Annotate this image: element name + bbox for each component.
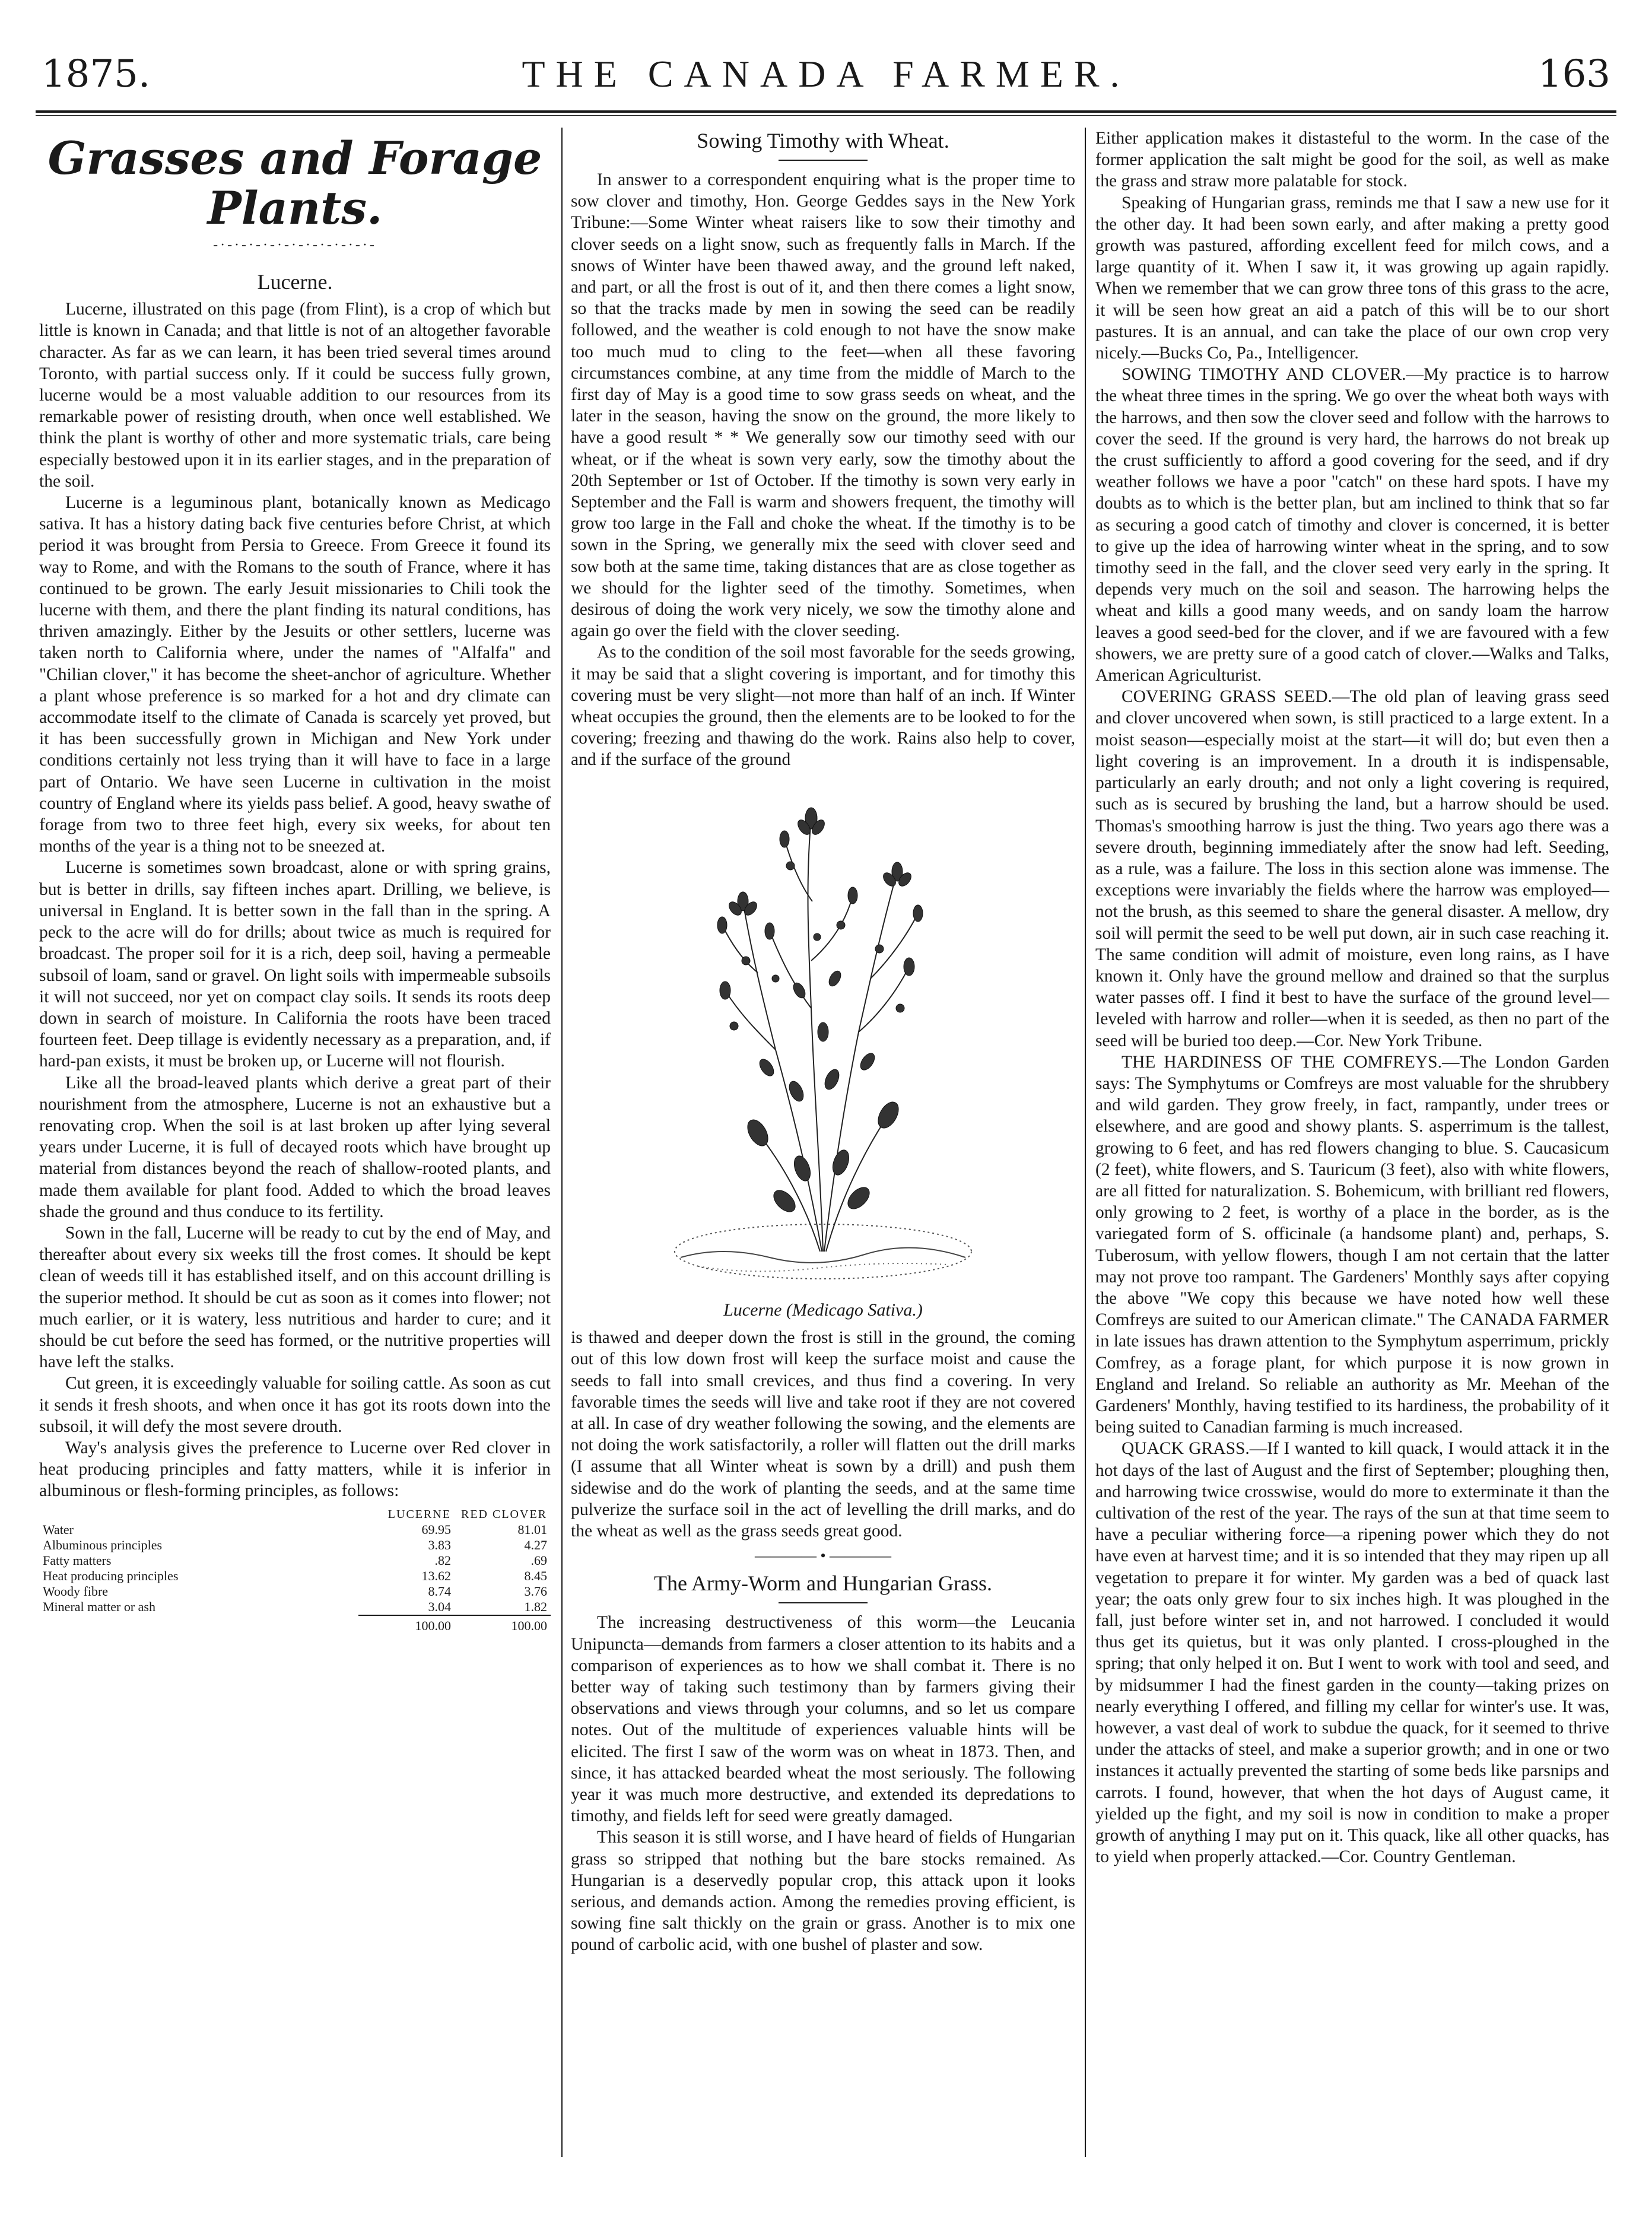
table-cell: Water [43, 1522, 74, 1537]
table-cell: 4.27 [524, 1537, 547, 1552]
page-number: 163 [1537, 52, 1610, 96]
column-divider-1 [561, 128, 563, 2157]
table-cell: Mineral matter or ash [43, 1599, 155, 1615]
table-cell: 3.83 [428, 1537, 451, 1552]
table-cell: 8.74 [428, 1583, 451, 1599]
table-cell: .82 [434, 1552, 451, 1568]
lucerne-plant-engraving [663, 783, 983, 1293]
year: 1875. [42, 52, 151, 96]
paragraph: Lucerne, illustrated on this page (from Flint), is a crop of which but little is known in Canada; and that little is not of an altogether favorable character. As far as we can learn, it has been tried several times around Toronto, with partial success only. If it could be success fully grown, lucerne would be a most valuable addition to our resources from its remarkable power of resisting drouth, when once well established. We think the plant is worthy of other and more systematic trials, care being especially bestowed upon it in its earlier stages, and in the preparation of the soil. [39, 300, 551, 491]
table-row [39, 1538, 551, 1553]
table-cell: 100.00 [358, 1615, 455, 1634]
table-header: RED CLOVER [461, 1507, 547, 1521]
paragraph: The increasing destructiveness of this worm—the Leucania Unipuncta—demands from farmers a closer attention to its habits and a comparison of experiences as to how we shall combat it. There is no better way of taking such testimony than by farmers giving their observations and views through your columns, and so let us compare notes. Out of the multitude of experiences valuable hints will be elicited. The first I saw of the worm was on wheat in 1873. Then, and since, it has attacked bearded wheat the most seriously. The following year it was much more destructive, and extended its depredations to timothy, and fields left for seed were greatly damaged. [571, 1613, 1075, 1826]
ornament-rule: -·-·-·-·-·-·-·-·-·-·-·- [213, 237, 377, 253]
table-row [39, 1522, 551, 1538]
table-cell: Woody fibre [43, 1583, 109, 1599]
paragraph: Like all the broad-leaved plants which derive a great part of their nourishment from the atmosphere, Lucerne is not an exhaustive but a renovating crop. When the soil is at last broken up after lying several years under Lucerne, it is full of decayed roots which have brought up material from distances beyond the reach of shallow-rooted plants, and made them available for plant food. Added to which the broad leaves shade the ground and thus conduce to its fertility. [39, 1073, 551, 1221]
section-separator: ———— • ———— [754, 1547, 892, 1565]
table-cell [39, 1615, 358, 1634]
paragraph: Speaking of Hungarian grass, reminds me that I saw a new use for it the other day. It had been sown early, and after making a pretty good growth was pastured, affording excellent feed for milch cows, and a large quantity of it. When I saw it, it was growing up again rapidly. When we remember that we can grow three tons of this grass to the acre, it will be seen how great an aid a patch of this will be to our short pastures. It is an annual, and can take the place of our own crop very nicely.—Bucks Co, Pa., Intelligencer. [1095, 193, 1609, 363]
table-cell: 81.01 [517, 1522, 547, 1537]
table-row [39, 1553, 551, 1568]
column-2 [571, 128, 1075, 1956]
paragraph: Lucerne is sometimes sown broadcast, alone or with spring grains, but is better in drills, say fifteen inches apart. Drilling, we believe, is universal in England. It is better sown in the fall than in the spring. A peck to the acre will do for drills; about twice as much is required for broadcast. The proper soil for it is a rich, deep soil, having a permeable subsoil of loam, sand or gravel. On light soils with impermeable subsoils it will not succeed, nor yet on compact clay soils. It sends its roots deep down in search of moisture. In California the roots have been traced fourteen feet. Deep tillage is evidently necessary as a preparation, and, if hard-pan exists, it must be broken up, or Lucerne will not flourish. [39, 858, 551, 1071]
paragraph: Sown in the fall, Lucerne will be ready to cut by the end of May, and thereafter about every six weeks till the frost comes. It should be kept clean of weeds till it has established itself, and on this account drilling is the superior method. It should be cut as soon as it comes into flower; not much earlier, or it is watery, less nutritious and harder to cure; and it should be cut before the seed has formed, or the nutritive properties will have left the stalks. [39, 1223, 551, 1372]
header-rule [36, 110, 1616, 113]
column-1 [39, 128, 551, 1634]
article-title-lucerne: Lucerne. [257, 270, 333, 294]
paragraph: THE HARDINESS OF THE COMFREYS.—The London Garden says: The Symphytums or Comfreys are most valuable for the shrubbery and wild garden. They grow freely, in fact, rampantly, under trees or elsewhere, and are good and showy plants. S. asperrimum is the tallest, growing to 6 feet, and has red flowers changing to blue. S. Caucasicum (2 feet), white flowers, and S. Tauricum (3 feet), also with white flowers, are all fitted for naturalization. S. Bohemicum, with brilliant red flowers, only growing to 2 feet, is worthy of a place in the border, as is the variegated form of S. officinale (a handsome plant) and, perhaps, S. Tuberosum, with yellow flowers, though I am not certain that the latter may not prove too rampant. The Gardeners' Monthly says after copying the above "We copy this because we have noted how well these Comfreys are suited to our American climate." The CANADA FARMER in late issues has drawn attention to the Symphytum asperrimum, prickly Comfrey, as a forage plant, for which purpose it is now grown in England and Ireland. So reliable an authority as Mr. Meehan of the Gardeners' Monthly, having testified to its hardiness, the probability of it being suited to Canadian farming is much increased. [1095, 1052, 1609, 1437]
table-row [39, 1568, 551, 1584]
table-cell: 3.04 [428, 1599, 451, 1614]
lucerne-illustration [571, 783, 1075, 1321]
paragraph: QUACK GRASS.—If I wanted to kill quack, I would attack it in the hot days of the last of August and the first of September; ploughing then, and harrowing twice crosswise, would do more to exterminate it than the cultivation of the rest of the year. The rays of the sun at that time seem to have a peculiar withering force—a ripening power which they do not have even at harvest time; and it is so intended that they may ripen up all vegetation to prepare it for winter. My garden was a bed of quack last year; the oats only grew four to six inches high. It was ploughed in the fall, just before winter set in, and not harrowed. I concluded it would thus get its quietus, but it was only planted. I cross-ploughed in the spring; that only helped it on. But I went to work with tool and seed, and by midsummer I had the finest garden in the county—taking prizes on nearly everything I offered, and filling my cellar for winter's use. It was, however, a vast deal of work to subdue the quack, for it seemed to thrive under the attacks of steel, and make a superior growth; and in one or two instances it actually prevented the starting of some beds like parsnips and carrots. I found, however, that when the hot days of August came, it yielded up the fight, and my soil is now in condition to make a proper growth of anything I may put on it. This quack, like all other quacks, has to yield when properly attacked.—Cor. Country Gentleman. [1095, 1439, 1609, 1867]
paragraph: This season it is still worse, and I have heard of fields of Hungarian grass so stripped that nothing but the bare stocks remained. As Hungarian is a deservedly popular crop, this attack upon it looks serious, and demands action. Among the remedies proving efficient, is sowing fine salt thickly on the grain or grass. Another is to mix one pound of carbolic acid, with one bushel of plaster and sow. [571, 1828, 1075, 1955]
masthead-title: THE CANADA FARMER. [522, 53, 1130, 95]
title-rule [779, 1602, 868, 1603]
table-cell: Heat producing principles [43, 1568, 179, 1583]
table-header [39, 1507, 358, 1522]
table-cell: Albuminous principles [43, 1537, 163, 1552]
paragraph: Way's analysis gives the preference to Lucerne over Red clover in heat producing principles and fatty matters, while it is inferior in albuminous or flesh-forming principles, as follows: [39, 1438, 551, 1501]
column-3 [1095, 128, 1609, 1867]
article-title-sowing-timothy: Sowing Timothy with Wheat. [697, 129, 949, 153]
article-title-army-worm: The Army-Worm and Hungarian Grass. [654, 1571, 992, 1596]
header-rule-thin [36, 115, 1616, 116]
table-cell: 1.82 [524, 1599, 547, 1614]
table-cell: Fatty matters [43, 1552, 112, 1568]
paragraph: In answer to a correspondent enquiring what is the proper time to sow clover and timothy, Hon. George Geddes says in the New York Tribune:—Some Winter wheat raisers like to sow their timothy and clover seeds on a light snow, such as frequently falls in March. If the snows of Winter have been thawed away, and the ground left naked, and part, or all the frost is out of it, and then there comes a light snow, so that the tracks made by men in sowing the seed can be readily followed, and the weather is cold enough to not have the snow make too much mud to cling to the feet—when all these favoring circumstances combine, at any time from the middle of March to the first day of May is a good time to sow grass seeds on wheat, and the later in the season, having the snow on the ground, the more likely to have a good result * * We generally sow our timothy seed with our wheat, or if the wheat is sown very early, sow the timothy about the 20th September or 1st of October. If the timothy is sown very early in September and the Fall is warm and showers frequent, the timothy will grow too large in the Fall and choke the wheat. If the timothy is to be sown in the Spring, we generally mix the seed with clover seed and sow both at the same time, taking distances that are as close together as we should for the lighter seed of the timothy. Sometimes, when desirous of doing the work very nicely, we sow the timothy alone and again go over the field with the clover seeding. [571, 170, 1075, 641]
column-divider-2 [1085, 128, 1086, 2157]
table-cell: 100.00 [455, 1615, 551, 1634]
table-cell: 69.95 [421, 1522, 451, 1537]
table-cell: .69 [530, 1552, 547, 1568]
table-row [39, 1599, 551, 1615]
paragraph: Lucerne is a leguminous plant, botanically known as Medicago sativa. It has a history dating back five centuries before Christ, at which period it was brought from Persia to Greece. From Greece it found its way to Rome, and with the Romans to the south of France, where it has continued to be grown. The early Jesuit missionaries to Chili took the lucerne with them, and there the plant finding its natural conditions, has thriven amazingly. Either by the Jesuits or other settlers, lucerne was taken north to California where, under the names of "Alfalfa" and "Chilian clover," it has become the sheet-anchor of agriculture. Whether a plant whose preference is so marked for a hot and dry climate can accommodate itself to the climate of Canada is scarcely yet proved, but it has been successfully grown in Michigan and New York under conditions certainly not less trying than it will have to face in a large part of Ontario. We have seen Lucerne in cultivation in the moist country of England where its yields pass belief. A good, heavy swathe of forage from two to three feet high, every six weeks, for about ten months of the year is a thing not to be sneezed at. [39, 493, 551, 856]
paragraph: is thawed and deeper down the frost is still in the ground, the coming out of this low down frost will keep the surface moist and cause the seeds to fall into small crevices, and thus find a covering. In very favorable times the seeds will live and take root if they are not covered at all. In case of dry weather following the sowing, and the elements are not doing the work satisfactorily, a roller will flatten out the drill marks (I assume that all Winter wheat is sown by a drill) and push them sidewise and do the work of planting the seeds, and at the same time pulverize the surface soil in the act of levelling the drill marks, and do the wheat as well as the grass seeds great good. [571, 1328, 1075, 1541]
table-cell: 13.62 [421, 1568, 451, 1583]
table-cell: 3.76 [524, 1583, 547, 1599]
table-total-row [39, 1615, 551, 1634]
paragraph: SOWING TIMOTHY AND CLOVER.—My practice is to harrow the wheat three times in the spring. We go over the wheat both ways with the harrows, and then sow the clover seed and follow with the harrows to cover the seed. If the ground is very hard, the harrows do not break up the crust sufficiently to afford a good covering for the seed, and if dry weather follows we have a poor "catch" on these hard spots. I have my doubts as to which is the better plan, but am inclined to think that so far as securing a good catch of timothy and clover is concerned, it is better to give up the idea of harrowing winter wheat in the spring, and to sow timothy seed in the fall, and the clover seed very early in the spring. It depends very much on the soil and season. The harrowing helps the wheat and kills a good many weeds, and on sandy loam the harrow leaves a good seed-bed for the clover, and if we are favoured with a few showers, we are pretty sure of a good catch of clover.—Walks and Talks, American Agriculturist. [1095, 365, 1609, 685]
section-title: Grasses and Forage Plants. [47, 132, 542, 234]
table-cell: 8.45 [524, 1568, 547, 1583]
paragraph: Either application makes it distasteful to the worm. In the case of the former application the salt might be good for the soil, as well as make the grass and straw more palatable for stock. [1095, 129, 1609, 191]
title-rule [779, 160, 868, 161]
table-row [39, 1584, 551, 1599]
table-header-row [39, 1507, 551, 1522]
figure-caption: Lucerne (Medicago Sativa.) [723, 1300, 923, 1320]
paragraph: COVERING GRASS SEED.—The old plan of leaving grass seed and clover uncovered when sown, is still practiced to a large extent. In a moist season—especially moist at the start—it will do; but even then a light covering is an improvement. In a drouth it is indispensable, particularly an early drouth; and not only a light covering is required, such as is secured by brushing the land, but a harrow should be used. Thomas's smoothing harrow is just the thing. Two years ago there was a severe drouth, beginning immediately after the snow had left. Seeding, as a rule, was a failure. The loss in this section alone was immense. The exceptions were invariably the fields where the harrow was employed—not the brush, as this seemed to share the general disaster. A mellow, dry soil will permit the seed to be well put down, air in such case reaching it. The same condition will admit of moisture, even long rains, as I have known it. Only have the ground mellow and drained so that the surplus water passes off. I find it best to have the surface of the ground level—leveled with harrow and roller—when it is seeded, as then no part of the seed will be buried too deep.—Cor. New York Tribune. [1095, 687, 1609, 1050]
paragraph: As to the condition of the soil most favorable for the seeds growing, it may be said that a slight covering is important, and for timothy this covering must be very slight—not more than half of an inch. If Winter wheat occupies the ground, then the elements are to be looked to for the covering; freezing and thawing do the work. Rains also help to cover, and if the surface of the ground [571, 643, 1075, 770]
table-header: LUCERNE [387, 1507, 451, 1521]
paragraph: Cut green, it is exceedingly valuable for soiling cattle. As soon as cut it sends it fresh shoots, and when once it has got its roots down into the subsoil, it will defy the most severe drouth. [39, 1374, 551, 1436]
composition-table [39, 1507, 551, 1634]
